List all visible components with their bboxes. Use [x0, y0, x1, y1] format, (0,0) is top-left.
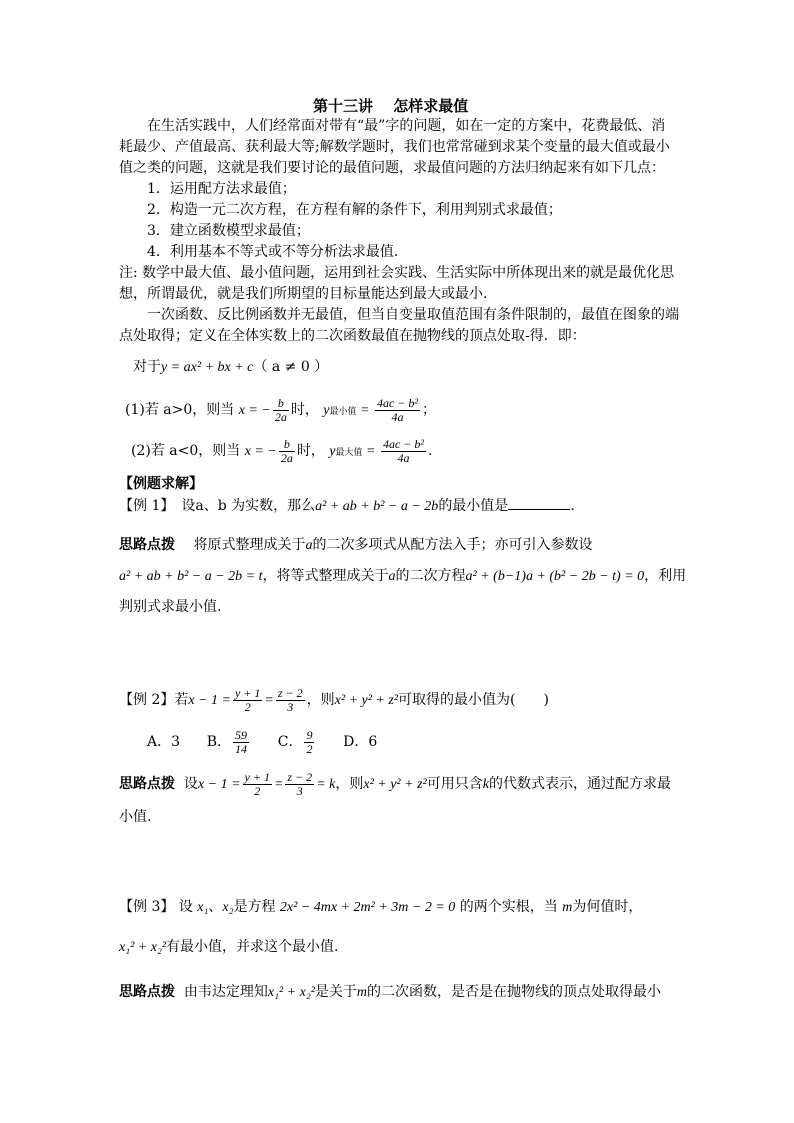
option-b: B． $\frac{59}{14}$: [206, 727, 248, 756]
case-minimum: (1)若 a>0，则当 x = − $\frac{b}{2a}$ 时， y最小值 = $\frac{\text{4ac − b²}}{4a}$ ；: [125, 395, 436, 424]
example-2-options: [147, 726, 377, 758]
fraction-max-value: $\frac{\text{4ac − b²}}{4a}$: [382, 436, 424, 465]
fraction-b-over-2a: $\frac{b}{2a}$: [274, 395, 287, 424]
option-a: A．3: [147, 734, 181, 750]
note-line-1: 注: 数学中最大值、最小值问题，运用到社会实践、生活实际中所体现出来的就是最优化思: [119, 265, 675, 281]
intro-line-2: 耗最少、产值最高、获利最大等;解数学题时，我们也常常碰到求某个变量的最大值或最小: [119, 139, 670, 155]
case-maximum: (2)若 a<0，则当 x = − $\frac{b}{2a}$ 时， y最大值 = $\frac{\text{4ac − b²}}{4a}$ .: [131, 436, 433, 465]
option-c: C． $\frac{9}{2}$: [277, 727, 313, 756]
example-1: 【例 1】 设a、b 为实数，那么a² + ab + b² − a − 2b的最小值是 .: [119, 498, 575, 514]
option-d: D．6: [343, 734, 378, 750]
example-3-hint: 思路点拨 由韦达定理知x₁² + x₂²是关于m的二次函数，是否是在抛物线的顶点处取得最小: [119, 984, 662, 1000]
method-1: 1．运用配方法求最值；: [147, 181, 296, 197]
example-1-hint-line-2: a² + ab + b² − a − 2b = t，将等式整理成关于a的二次方程a² + (b−1)a + (b² − 2b − t) = 0，利用: [119, 568, 687, 584]
intro-line-1: 在生活实践中，人们经常面对带有“最”字的问题，如在一定的方案中，花费最低、消: [147, 118, 666, 134]
example-2-hint-line-2: 小值.: [119, 809, 152, 825]
intro-line-3: 值之类的问题，这就是我们要讨论的最值问题，求最值问题的方法归纳起来有如下几点：: [119, 160, 665, 176]
example-1-hint-line-3: 判别式求最小值.: [119, 599, 222, 615]
function-paragraph-line-2: 点处取得；定义在全体实数上的二次函数最值在抛物线的顶点处取-得．即：: [119, 328, 586, 344]
example-3-line-1: 【例 3】 设 x₁、x₂是方程 2x² − 4mx + 2m² + 3m − 2 = 0 的两个实根，当 m为何值时，: [119, 899, 643, 915]
method-2: 2．构造一元二次方程，在方程有解的条件下，利用判别式求最值；: [147, 202, 562, 218]
section-heading: 【例题求解】: [119, 476, 203, 492]
example-1-hint-line-1: 思路点拨 将原式整理成关于a的二次多项式从配方法入手；亦可引入参数设: [119, 537, 593, 553]
method-3: 3．建立函数模型求最值；: [147, 223, 310, 239]
note-line-2: 想，所谓最优，就是我们所期望的目标量能达到最大或最小.: [119, 286, 488, 302]
example-2: 【例 2】若x − 1 = $\frac{y + 1}{2}$ = $\frac{z - 2}{3}$ ，则x² + y² + z²可取得的最小值为( ): [119, 685, 549, 714]
fraction-b-over-2a: $\frac{b}{2a}$: [280, 436, 293, 465]
answer-blank: [508, 497, 570, 510]
page-title: 第十三讲 怎样求最值: [313, 97, 469, 115]
example-3-line-2: x₁² + x₂²有最小值，并求这个最小值.: [119, 939, 339, 955]
quadratic-definition: 对于y = ax² + bx + c（ a ≠ 0 ）: [133, 359, 329, 375]
method-4: 4．利用基本不等式或不等分析法求最值.: [147, 244, 399, 260]
example-2-hint-line-1: 思路点拨 设x − 1 = $\frac{y + 1}{2}$ = $\frac{z - 2}{3}$ = k，则x² + y² + z²可用只含k的代数式表示，通过配方求最: [119, 769, 671, 798]
function-paragraph-line-1: 一次函数、反比例函数并无最值，但当自变量取值范围有条件限制的，最值在图象的端: [147, 307, 679, 323]
fraction-min-value: $\frac{\text{4ac − b²}}{4a}$: [376, 395, 418, 424]
